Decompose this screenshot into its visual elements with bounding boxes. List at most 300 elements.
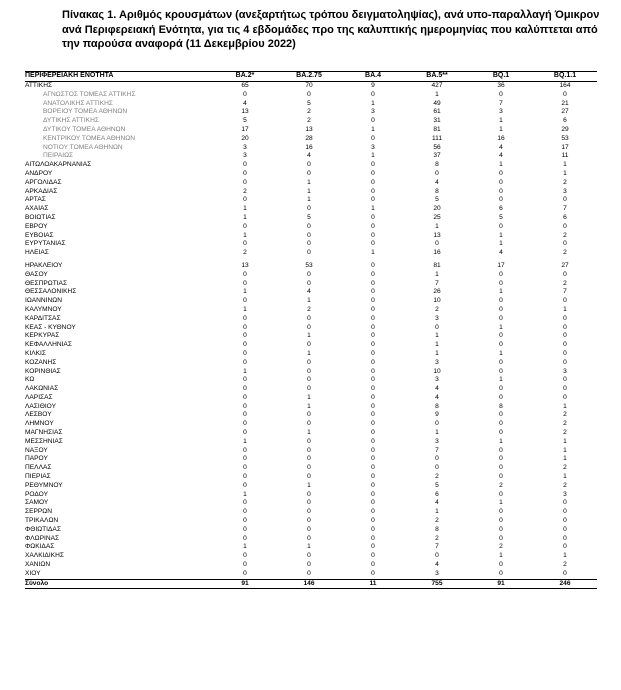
table-row	[25, 411, 597, 420]
case-count-cell: 246	[533, 579, 597, 589]
table-total-row	[25, 579, 597, 589]
case-count-cell: 7	[563, 205, 567, 213]
case-count-cell: 91	[213, 579, 277, 589]
region-name-cell: ΚΕΡΚΥΡΑΣ	[25, 332, 60, 340]
table-row	[25, 561, 597, 570]
case-count-cell: 1	[307, 349, 311, 357]
case-count-cell: 1	[499, 349, 503, 357]
region-name-cell: ΚΙΛΚΙΣ	[25, 349, 46, 357]
region-name-cell: ΑΧΑΪΑΣ	[25, 205, 49, 213]
table-row	[25, 570, 597, 579]
case-count-cell: 5	[307, 99, 311, 107]
case-count-cell: 0	[243, 385, 247, 393]
case-count-cell: 0	[371, 517, 375, 525]
case-count-cell: 0	[243, 561, 247, 569]
case-count-cell: 3	[243, 143, 247, 151]
case-count-cell: 1	[499, 552, 503, 560]
case-count-cell: 0	[243, 90, 247, 98]
case-count-cell: 1	[243, 490, 247, 498]
case-count-cell: 0	[307, 323, 311, 331]
case-count-cell: 1	[563, 446, 567, 454]
case-count-cell: 11	[341, 579, 405, 589]
case-count-cell: 0	[371, 420, 375, 428]
region-name-cell: ΑΤΤΙΚΗΣ	[25, 82, 53, 89]
case-count-cell: 21	[561, 99, 569, 107]
case-count-cell: 0	[307, 517, 311, 525]
table-row	[25, 385, 597, 394]
case-count-cell: 0	[499, 525, 503, 533]
case-count-cell: 0	[371, 341, 375, 349]
case-count-cell: 0	[499, 420, 503, 428]
case-count-cell: 0	[371, 349, 375, 357]
case-count-cell: 0	[435, 552, 439, 560]
region-name-cell: ΚΑΡΔΙΤΣΑΣ	[25, 314, 61, 322]
case-count-cell: 0	[243, 341, 247, 349]
case-count-cell: 0	[243, 270, 247, 278]
case-count-cell: 70	[305, 82, 313, 89]
table-row	[25, 288, 597, 297]
case-count-cell: 1	[371, 99, 375, 107]
case-count-cell: 1	[499, 125, 503, 133]
region-name-cell: ΒΟΡΕΙΟΥ ΤΟΜΕΑ ΑΘΗΝΩΝ	[43, 108, 128, 116]
table-body	[25, 82, 597, 589]
case-count-cell: 0	[499, 464, 503, 472]
case-count-cell: 0	[563, 393, 567, 401]
case-count-cell: 0	[307, 499, 311, 507]
table-row	[25, 429, 597, 438]
table-row	[25, 420, 597, 429]
column-header-ba5: BA.5**	[405, 72, 469, 82]
case-count-cell: 0	[307, 508, 311, 516]
region-name-cell: ΣΕΡΡΩΝ	[25, 508, 52, 516]
case-count-cell: 4	[435, 178, 439, 186]
case-count-cell: 0	[435, 420, 439, 428]
case-count-cell: 0	[563, 569, 567, 577]
case-count-cell: 0	[307, 552, 311, 560]
case-count-cell: 0	[563, 90, 567, 98]
case-count-cell: 2	[563, 561, 567, 569]
case-count-cell: 0	[371, 270, 375, 278]
case-count-cell: 0	[499, 297, 503, 305]
table-row	[25, 526, 597, 535]
case-count-cell: 0	[307, 437, 311, 445]
case-count-cell: 0	[307, 367, 311, 375]
case-count-cell: 0	[435, 464, 439, 472]
region-name-cell: ΧΙΟΥ	[25, 569, 41, 577]
case-count-cell: 0	[499, 411, 503, 419]
case-count-cell: 8	[435, 525, 439, 533]
table-row	[25, 306, 597, 315]
case-count-cell: 0	[371, 446, 375, 454]
case-count-cell: 0	[307, 205, 311, 213]
region-name-cell: ΤΡΙΚΑΛΩΝ	[25, 517, 59, 525]
region-name-cell: ΚΕΑΣ - ΚΥΘΝΟΥ	[25, 323, 76, 331]
case-count-cell: 1	[499, 499, 503, 507]
case-count-cell: 1	[563, 473, 567, 481]
case-count-cell: 0	[371, 429, 375, 437]
case-count-cell: 164	[559, 82, 571, 89]
case-count-cell: 0	[243, 525, 247, 533]
case-count-cell: 0	[243, 169, 247, 177]
table-row	[25, 179, 597, 188]
case-count-cell: 0	[371, 240, 375, 248]
case-count-cell: 1	[563, 552, 567, 560]
case-count-cell: 0	[307, 420, 311, 428]
case-count-cell: 91	[469, 579, 533, 589]
case-count-cell: 2	[563, 178, 567, 186]
case-count-cell: 0	[563, 508, 567, 516]
case-count-cell: 0	[371, 499, 375, 507]
case-count-cell: 0	[499, 561, 503, 569]
table-row	[25, 552, 597, 561]
case-count-cell: 0	[243, 473, 247, 481]
case-count-cell: 7	[499, 99, 503, 107]
case-count-cell: 0	[371, 358, 375, 366]
region-name-cell: ΚΩ	[25, 376, 35, 384]
case-count-cell: 0	[243, 222, 247, 230]
case-count-cell: 8	[435, 161, 439, 169]
case-count-cell: 0	[371, 305, 375, 313]
case-count-cell: 1	[435, 429, 439, 437]
case-count-cell: 13	[433, 231, 441, 239]
case-count-cell: 0	[563, 323, 567, 331]
case-count-cell: 16	[305, 143, 313, 151]
table-row	[25, 359, 597, 368]
case-count-cell: 2	[563, 231, 567, 239]
case-count-cell: 1	[435, 508, 439, 516]
case-count-cell: 20	[433, 205, 441, 213]
case-count-cell: 1	[307, 429, 311, 437]
table-row	[25, 368, 597, 377]
case-count-cell: 0	[243, 508, 247, 516]
table-row	[25, 223, 597, 232]
case-count-cell: 3	[371, 143, 375, 151]
case-count-cell: 1	[243, 437, 247, 445]
case-count-cell: 0	[371, 314, 375, 322]
case-count-cell: 2	[563, 411, 567, 419]
case-count-cell: 1	[563, 455, 567, 463]
case-count-cell: 1	[243, 305, 247, 313]
case-count-cell: 0	[499, 385, 503, 393]
region-name-cell: ΚΕΦΑΛΛΗΝΙΑΣ	[25, 341, 72, 349]
case-count-cell: 1	[563, 305, 567, 313]
case-count-cell: 0	[371, 464, 375, 472]
case-count-cell: 0	[243, 411, 247, 419]
table-row	[25, 499, 597, 508]
case-count-cell: 1	[435, 270, 439, 278]
case-count-cell: 5	[435, 196, 439, 204]
case-count-cell: 2	[499, 543, 503, 551]
case-count-cell: 0	[499, 508, 503, 516]
case-count-cell: 0	[307, 358, 311, 366]
case-count-cell: 8	[435, 402, 439, 410]
case-count-cell: 0	[371, 323, 375, 331]
case-count-cell: 1	[307, 187, 311, 195]
case-count-cell: 1	[307, 297, 311, 305]
case-count-cell: 2	[563, 464, 567, 472]
case-count-cell: 0	[499, 270, 503, 278]
case-count-cell: 49	[433, 99, 441, 107]
case-count-cell: 1	[243, 367, 247, 375]
case-count-cell: 20	[241, 134, 249, 142]
case-count-cell: 31	[433, 117, 441, 125]
case-count-cell: 6	[435, 490, 439, 498]
region-name-cell: ΠΑΡΟΥ	[25, 455, 48, 463]
region-name-cell: ΦΛΩΡΙΝΑΣ	[25, 534, 60, 542]
table-row	[25, 82, 597, 91]
case-count-cell: 65	[241, 82, 249, 89]
case-count-cell: 1	[307, 332, 311, 340]
case-count-cell: 0	[563, 332, 567, 340]
case-count-cell: 1	[563, 169, 567, 177]
case-count-cell: 1	[307, 196, 311, 204]
case-count-cell: 1	[499, 231, 503, 239]
case-count-cell: 4	[499, 152, 503, 160]
region-name-cell: ΗΛΕΙΑΣ	[25, 249, 49, 257]
case-count-cell: 0	[499, 305, 503, 313]
table-row	[25, 249, 597, 258]
case-count-cell: 5	[243, 117, 247, 125]
case-count-cell: 16	[497, 134, 505, 142]
case-count-cell: 2	[563, 249, 567, 257]
case-count-cell: 3	[435, 569, 439, 577]
table-row	[25, 403, 597, 412]
region-name-cell: ΣΑΜΟΥ	[25, 499, 49, 507]
case-count-cell: 0	[371, 437, 375, 445]
table-row	[25, 196, 597, 205]
case-count-cell: 1	[243, 213, 247, 221]
case-count-cell: 0	[243, 552, 247, 560]
case-count-cell: 2	[243, 249, 247, 257]
case-count-cell: 1	[307, 481, 311, 489]
table-row	[25, 332, 597, 341]
case-count-cell: 1	[307, 393, 311, 401]
table-subrow	[25, 100, 597, 109]
region-name-cell: ΑΝΔΡΟΥ	[25, 169, 53, 177]
case-count-cell: 0	[307, 169, 311, 177]
case-count-cell: 0	[499, 332, 503, 340]
case-count-cell: 0	[499, 222, 503, 230]
region-name-cell: ΚΟΖΑΝΗΣ	[25, 358, 57, 366]
case-count-cell: 0	[243, 534, 247, 542]
case-count-cell: 0	[371, 90, 375, 98]
case-count-cell: 1	[435, 332, 439, 340]
case-count-cell: 0	[371, 161, 375, 169]
case-count-cell: 2	[307, 305, 311, 313]
case-count-cell: 0	[435, 323, 439, 331]
case-count-cell: 0	[307, 161, 311, 169]
case-count-cell: 1	[499, 437, 503, 445]
case-count-cell: 53	[561, 134, 569, 142]
table-row	[25, 262, 597, 271]
case-count-cell: 0	[563, 358, 567, 366]
case-count-cell: 0	[371, 297, 375, 305]
case-count-cell: 0	[307, 464, 311, 472]
case-count-cell: 2	[435, 473, 439, 481]
case-count-cell: 17	[497, 261, 505, 269]
case-count-cell: 0	[499, 196, 503, 204]
region-name-cell: ΡΕΘΥΜΝΟΥ	[25, 481, 63, 489]
case-count-cell: 7	[435, 279, 439, 287]
case-count-cell: 6	[499, 205, 503, 213]
case-count-cell: 81	[433, 261, 441, 269]
case-count-cell: 0	[371, 332, 375, 340]
case-count-cell: 4	[435, 561, 439, 569]
case-count-cell: 0	[371, 402, 375, 410]
case-count-cell: 0	[307, 341, 311, 349]
table-row	[25, 350, 597, 359]
case-count-cell: 0	[499, 569, 503, 577]
case-count-cell: 0	[371, 552, 375, 560]
case-count-cell: 1	[243, 205, 247, 213]
case-count-cell: 17	[561, 143, 569, 151]
case-count-cell: 0	[563, 314, 567, 322]
region-name-cell: ΚΟΡΙΝΘΙΑΣ	[25, 367, 61, 375]
case-count-cell: 0	[371, 508, 375, 516]
region-name-cell: ΑΓΝΩΣΤΟΣ ΤΟΜΕΑΣ ΑΤΤΙΚΗΣ	[43, 90, 136, 98]
case-count-cell: 0	[243, 323, 247, 331]
case-count-cell: 0	[243, 517, 247, 525]
region-name-cell: ΕΥΡΥΤΑΝΙΑΣ	[25, 240, 66, 248]
case-count-cell: 0	[499, 341, 503, 349]
case-count-cell: 2	[563, 481, 567, 489]
region-name-cell: ΧΑΛΚΙΔΙΚΗΣ	[25, 552, 64, 560]
table-subrow	[25, 144, 597, 153]
case-count-cell: 0	[307, 270, 311, 278]
table-row	[25, 473, 597, 482]
case-count-cell: 0	[243, 420, 247, 428]
table-row	[25, 161, 597, 170]
region-name-cell: ΧΑΝΙΩΝ	[25, 561, 51, 569]
case-count-cell: 0	[307, 249, 311, 257]
region-name-cell: ΛΗΜΝΟΥ	[25, 420, 54, 428]
case-count-cell: 13	[241, 261, 249, 269]
case-count-cell: 1	[307, 178, 311, 186]
table-row	[25, 535, 597, 544]
case-count-cell: 0	[563, 196, 567, 204]
table-row	[25, 491, 597, 500]
case-count-cell: 4	[243, 99, 247, 107]
case-count-cell: 36	[497, 82, 505, 89]
case-count-cell: 0	[371, 543, 375, 551]
case-count-cell: 0	[371, 231, 375, 239]
case-count-cell: 1	[371, 125, 375, 133]
case-count-cell: 0	[499, 314, 503, 322]
case-count-cell: 0	[243, 332, 247, 340]
region-name-cell: ΕΒΡΟΥ	[25, 222, 48, 230]
case-count-cell: 0	[499, 279, 503, 287]
case-count-cell: 0	[563, 385, 567, 393]
case-count-cell: 0	[307, 561, 311, 569]
case-count-cell: 81	[433, 125, 441, 133]
table-row	[25, 271, 597, 280]
case-count-cell: 0	[499, 455, 503, 463]
table-subrow	[25, 117, 597, 126]
case-count-cell: 4	[307, 288, 311, 296]
case-count-cell: 1	[371, 152, 375, 160]
case-count-cell: 0	[371, 569, 375, 577]
case-count-cell: 0	[499, 517, 503, 525]
table-subrow	[25, 126, 597, 135]
table-subrow	[25, 108, 597, 117]
case-count-cell: 6	[563, 213, 567, 221]
case-count-cell: 2	[243, 187, 247, 195]
region-name-cell: ΑΡΤΑΣ	[25, 196, 46, 204]
case-count-cell: 56	[433, 143, 441, 151]
region-name-cell: ΦΘΙΩΤΙΔΑΣ	[25, 525, 61, 533]
case-count-cell: 26	[433, 288, 441, 296]
column-header-ba4: BA.4	[341, 72, 405, 82]
case-count-cell: 4	[499, 143, 503, 151]
case-count-cell: 755	[405, 579, 469, 589]
table-row	[25, 315, 597, 324]
case-count-cell: 0	[371, 385, 375, 393]
table-row	[25, 464, 597, 473]
case-count-cell: 5	[435, 481, 439, 489]
case-count-cell: 0	[243, 196, 247, 204]
case-count-cell: 0	[243, 464, 247, 472]
case-count-cell: 27	[561, 108, 569, 116]
case-count-cell: 2	[435, 534, 439, 542]
case-count-cell: 0	[499, 90, 503, 98]
column-header-ba2: BA.2*	[213, 72, 277, 82]
case-count-cell: 2	[307, 117, 311, 125]
case-count-cell: 427	[431, 82, 443, 89]
case-count-cell: 0	[243, 429, 247, 437]
case-count-cell: 0	[563, 341, 567, 349]
table-row	[25, 280, 597, 289]
case-count-cell: 0	[499, 358, 503, 366]
case-count-cell: 0	[307, 314, 311, 322]
case-count-cell: 0	[563, 525, 567, 533]
case-count-cell: 0	[243, 349, 247, 357]
case-count-cell: 0	[243, 376, 247, 384]
case-count-cell: 0	[371, 279, 375, 287]
table-row	[25, 517, 597, 526]
region-name-cell: ΑΡΓΟΛΙΔΑΣ	[25, 178, 62, 186]
case-count-cell: 0	[563, 499, 567, 507]
case-count-cell: 8	[499, 402, 503, 410]
case-count-cell: 0	[243, 393, 247, 401]
region-name-cell: ΗΡΑΚΛΕΙΟΥ	[25, 261, 63, 269]
table-row	[25, 188, 597, 197]
table-row	[25, 324, 597, 333]
case-count-cell: 0	[371, 134, 375, 142]
case-count-cell: 0	[371, 288, 375, 296]
region-name-cell: ΑΙΤΩΛΟΑΚΑΡΝΑΝΙΑΣ	[25, 161, 92, 169]
case-count-cell: 0	[563, 270, 567, 278]
case-count-cell: 3	[243, 152, 247, 160]
case-count-cell: 16	[433, 249, 441, 257]
case-count-cell: 0	[371, 196, 375, 204]
case-count-cell: 0	[371, 481, 375, 489]
case-count-cell: 0	[307, 490, 311, 498]
case-count-cell: 0	[371, 376, 375, 384]
case-count-cell: 0	[307, 411, 311, 419]
region-name-cell: ΔΥΤΙΚΗΣ ΑΤΤΙΚΗΣ	[43, 117, 99, 125]
case-count-cell: 10	[433, 367, 441, 375]
table-row	[25, 214, 597, 223]
column-header-region: ΠΕΡΙΦΕΡΕΙΑΚΗ ΕΝΟΤΗΤΑ	[25, 72, 213, 82]
case-count-cell: 1	[499, 288, 503, 296]
table-subrow	[25, 152, 597, 161]
case-count-cell: 0	[371, 561, 375, 569]
case-count-cell: 3	[371, 108, 375, 116]
case-count-cell: 0	[435, 240, 439, 248]
case-count-cell: 0	[243, 446, 247, 454]
table-row	[25, 447, 597, 456]
case-count-cell: 1	[435, 341, 439, 349]
